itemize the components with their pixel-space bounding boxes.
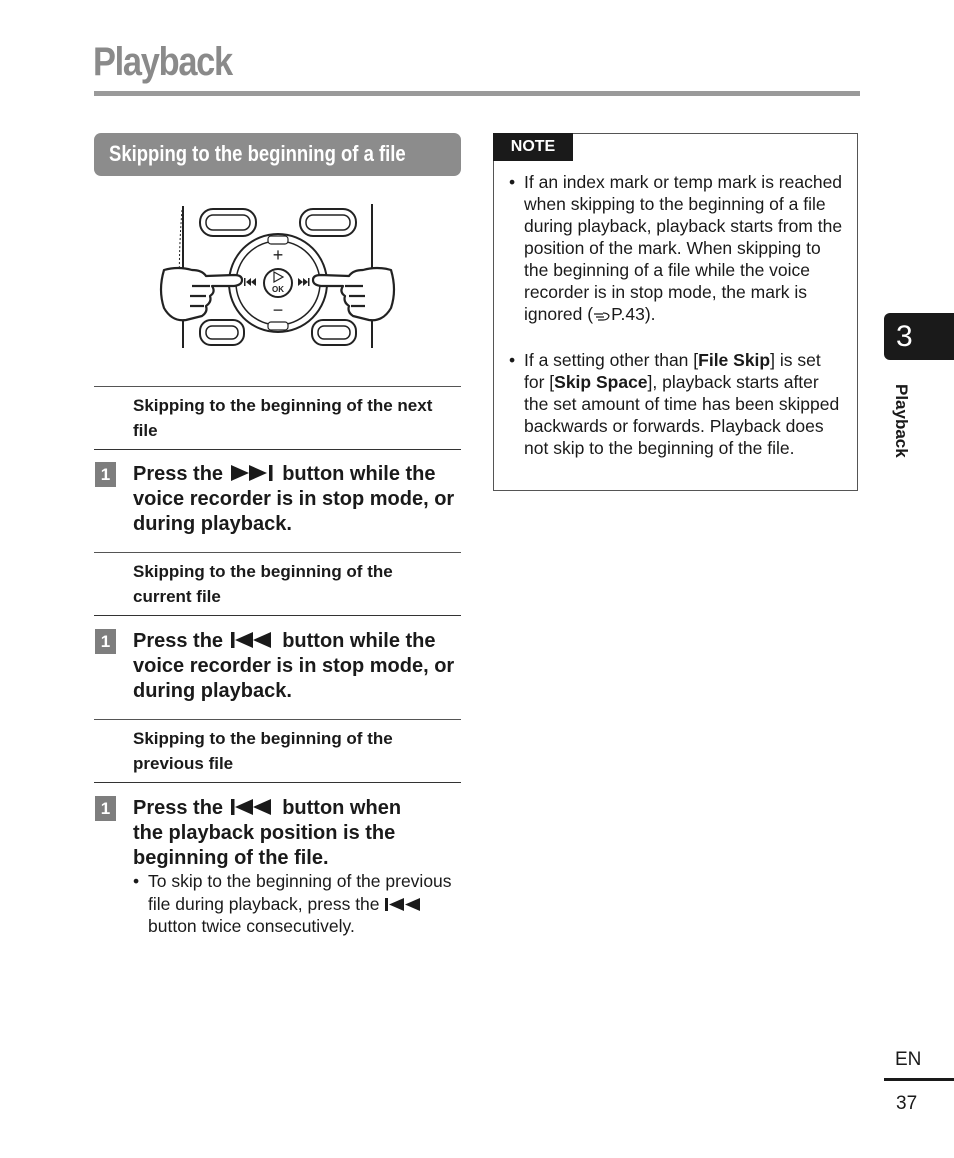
section-header-label: Skipping to the beginning of a file: [109, 141, 406, 166]
ok-label: OK: [272, 285, 284, 294]
subsection-heading-text: Skipping to the beginning of the current file: [133, 562, 393, 606]
bullet-text-before: To skip to the beginning of the previous file during playback, press the: [148, 871, 452, 914]
step-number: 1: [95, 796, 116, 821]
bullet-dot: •: [509, 172, 516, 192]
footer-rule: [884, 1078, 954, 1081]
step-bullet: [133, 870, 465, 938]
bullet-dot: •: [509, 350, 516, 370]
step-number: 1: [95, 629, 116, 654]
note-reference-close: ).: [644, 304, 656, 324]
note-item: [509, 171, 849, 325]
step-text-after: button while the voice recorder is in stop mode, or during playback.: [133, 463, 455, 535]
bullet-text: [148, 870, 465, 938]
step-instruction: [133, 796, 423, 871]
setting-name: Skip Space: [554, 372, 648, 392]
step-text-before: Press the: [133, 797, 224, 819]
bullet-dot: •: [133, 871, 140, 891]
step-text-after: button while the voice recorder is in stop mode, or during playback.: [133, 630, 455, 702]
reference-hand-icon: [593, 310, 611, 322]
recorder-illustration: [150, 200, 405, 352]
subsection-heading-text: Skipping to the beginning of the next file: [133, 396, 433, 440]
note-item-text: If an index mark or temp mark is reached when skipping to the beginning of a file during playback, playback starts from the position of the mark. When skipping to the beginning of a file while the voice recorder is in stop mode, the mark is ignored ( P.43).: [524, 172, 843, 324]
chapter-tab: 3: [884, 313, 954, 360]
step-instruction: [133, 462, 468, 537]
skip-back-icon: [229, 798, 277, 816]
page-title: Playback: [93, 40, 232, 84]
note-text-part: ] is set for [: [524, 350, 821, 392]
note-text-part: ], playback starts after the set amount of time has been skipped backwards or forwards. Playback does not skip to the beginning of the file.: [524, 372, 840, 458]
step-text-after: button when the playback position is the beginning of the file.: [133, 797, 402, 869]
note-item: [509, 349, 849, 459]
note-item-text: [524, 349, 842, 459]
language-label: EN: [895, 1049, 922, 1070]
subsection-heading: [94, 386, 461, 450]
note-text-part: If a setting other than [: [524, 350, 699, 370]
note-reference: P.43: [611, 304, 645, 324]
skip-forward-icon: [229, 464, 277, 482]
skip-back-icon: [384, 897, 424, 912]
subsection-heading: [94, 719, 461, 783]
chapter-side-label: Playback: [892, 384, 911, 458]
subsection-heading-text: Skipping to the beginning of the previous file: [133, 729, 393, 773]
skip-back-icon: [229, 631, 277, 649]
step-number: 1: [95, 462, 116, 487]
note-text: If an index mark or temp mark is reached when skipping to the beginning of a file during playback, playback starts from the position of the mark. When skipping to the beginning of a file while the voice recorder is in stop mode, the mark is ignored: [524, 172, 843, 324]
step-instruction: [133, 629, 468, 704]
section-header: [94, 133, 461, 176]
subsection-heading: [94, 552, 461, 616]
setting-name: File Skip: [698, 350, 771, 370]
minus-label: −: [272, 300, 284, 320]
step-text-before: Press the: [133, 463, 224, 485]
step-text-before: Press the: [133, 630, 224, 652]
title-rule: [94, 91, 860, 96]
note-label: NOTE: [493, 133, 573, 161]
page-number: 37: [896, 1093, 918, 1114]
bullet-text-after: button twice consecutively.: [148, 916, 355, 936]
plus-label: +: [272, 245, 284, 265]
